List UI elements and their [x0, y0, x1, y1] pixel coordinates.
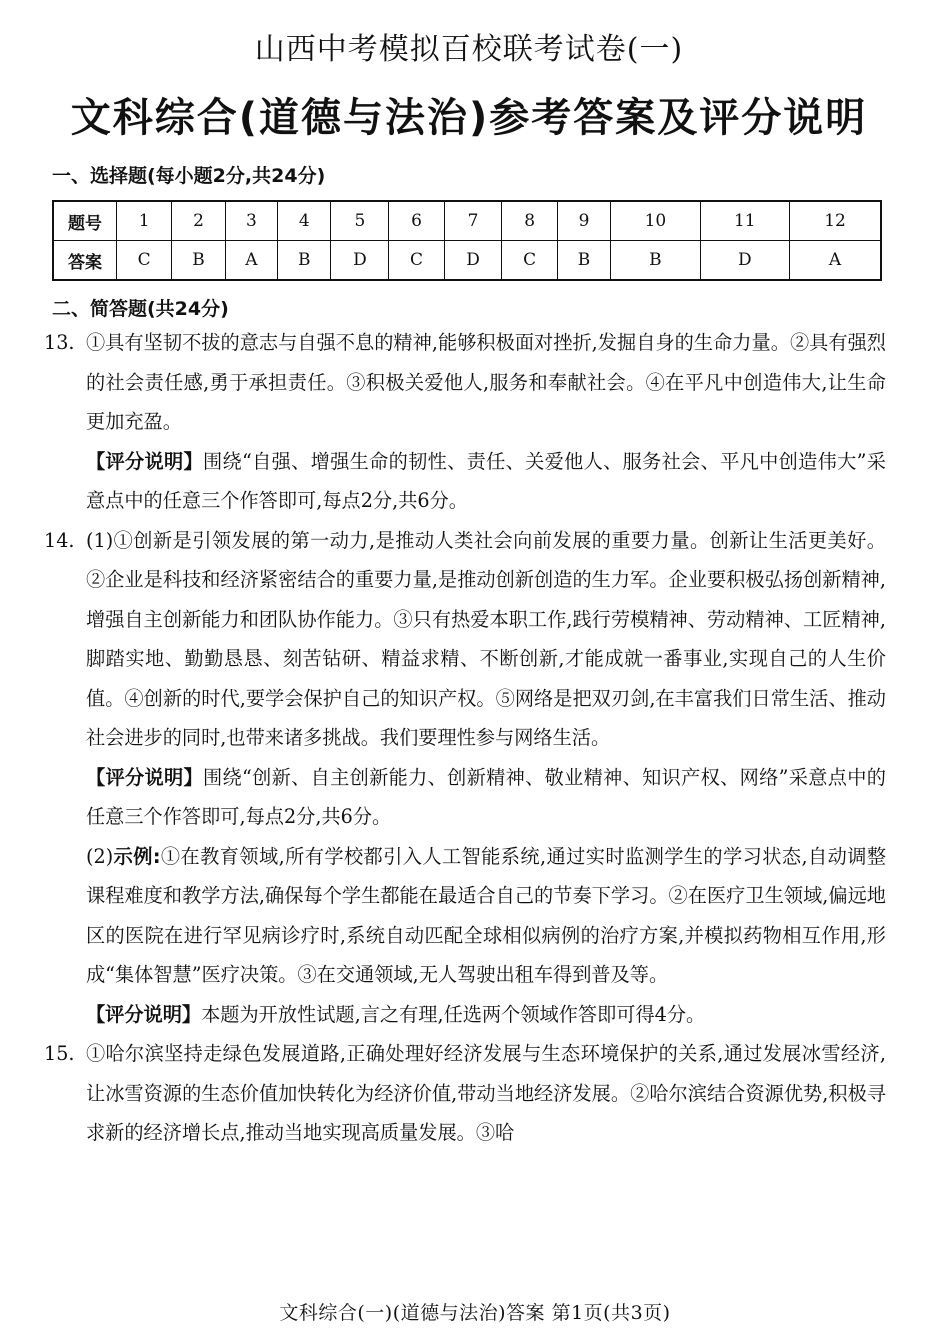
question-15 — [44, 1034, 886, 1153]
scoring-note-text: 围绕“创新、自主创新能力、创新精神、敬业精神、知识产权、网络”采意点中的任意三个作答即可,每点2分,共6分。 — [86, 765, 886, 828]
q15-answer: ①哈尔滨坚持走绿色发展道路,正确处理好经济发展与生态环境保护的关系,通过发展冰雪经济,让冰雪资源的生态价值加快转化为经济价值,带动当地经济发展。②哈尔滨结合资源优势,积极寻求新的经济增长点,推动当地实现高质量发展。③哈 — [86, 1042, 886, 1144]
section1-title: 一、选择题(每小题2分,共24分) — [52, 165, 326, 187]
q13-scoring-note — [86, 442, 886, 521]
section2-title: 二、简答题(共24分) — [52, 298, 229, 320]
scoring-note-tag: 【评分说明】 — [86, 1002, 202, 1026]
example-tag: 示例: — [113, 844, 161, 868]
q14-scoring-note-2 — [86, 995, 886, 1035]
page-footer: 文科综合(一)(道德与法治)答案 第1页(共3页) — [279, 1302, 671, 1324]
table-cell-answer: B — [611, 241, 700, 281]
table-cell-number: 4 — [278, 201, 331, 241]
q14-part1-answer: (1)①创新是引领发展的第一动力,是推动人类社会向前发展的重要力量。创新让生活更美好。②企业是科技和经济紧密结合的重要力量,是推动创新创造的生力军。企业要积极弘扬创新精神,增强自主创新能力和团队协作能力。③只有热爱本职工作,践行劳模精神、劳动精神、工匠精神,脚踏实地、勤勤恳恳、刻苦钻研、精益求精、不断创新,才能成就一番事业,实现自己的人生价值。④创新的时代,要学会保护自己的知识产权。⑤网络是把双刃剑,在丰富我们日常生活、推动社会进步的同时,也带来诸多挑战。我们要理性参与网络生活。 — [86, 528, 886, 749]
q14-scoring-note-1 — [86, 758, 886, 837]
question-number: 14. — [44, 528, 75, 552]
table-row-answers — [53, 241, 881, 281]
question-14 — [44, 521, 886, 1035]
table-cell-number: 6 — [389, 201, 444, 241]
table-cell-number: 10 — [611, 201, 700, 241]
table-cell-answer: C — [117, 241, 172, 281]
table-cell-number: 5 — [331, 201, 389, 241]
table-cell-answer: B — [278, 241, 331, 281]
part2-prefix: (2) — [86, 844, 114, 868]
table-cell-answer: B — [557, 241, 610, 281]
table-cell-number: 9 — [557, 201, 610, 241]
exam-super-title: 山西中考模拟百校联考试卷(一) — [254, 32, 684, 67]
table-cell-answer: B — [172, 241, 225, 281]
scoring-note-tag: 【评分说明】 — [86, 765, 204, 789]
question-number: 15. — [44, 1042, 75, 1065]
row-label-answers: 答案 — [53, 241, 117, 281]
part2-text: ①在教育领域,所有学校都引入人工智能系统,通过实时监测学生的学习状态,自动调整课程难度和教学方法,确保每个学生都能在最适合自己的节奏下学习。②在医疗卫生领域,偏远地区的医院在进行罕见病诊疗时,系统自动匹配全球相似病例的治疗方案,并模拟药物相互作用,形成“集体智慧”医疗决策。③在交通领域,无人驾驶出租车得到普及等。 — [86, 844, 886, 986]
table-cell-number: 7 — [444, 201, 502, 241]
table-cell-number: 12 — [790, 201, 881, 241]
table-cell-answer: D — [331, 241, 389, 281]
table-cell-answer: A — [225, 241, 277, 281]
scoring-note-text: 围绕“自强、增强生命的韧性、责任、关爱他人、服务社会、平凡中创造伟大”采意点中的任意三个作答即可,每点2分,共6分。 — [86, 449, 886, 512]
q13-answer: ①具有坚韧不拔的意志与自强不息的精神,能够积极面对挫折,发掘自身的生命力量。②具有强烈的社会责任感,勇于承担责任。③积极关爱他人,服务和奉献社会。④在平凡中创造伟大,让生命更加充盈。 — [86, 331, 886, 433]
question-number: 13. — [44, 331, 75, 354]
scoring-note-text: 本题为开放性试题,言之有理,任选两个领域作答即可得4分。 — [201, 1002, 706, 1026]
table-cell-answer: A — [790, 241, 881, 281]
page-title: 文科综合(道德与法治)参考答案及评分说明 — [70, 95, 868, 141]
answer-table — [52, 200, 882, 281]
scoring-note-tag: 【评分说明】 — [86, 449, 204, 473]
table-cell-answer: C — [502, 241, 557, 281]
table-row-numbers — [53, 201, 881, 241]
table-cell-number: 2 — [172, 201, 225, 241]
q14-part2-answer — [86, 837, 886, 995]
table-cell-number: 1 — [117, 201, 172, 241]
table-cell-number: 11 — [700, 201, 789, 241]
table-cell-number: 8 — [502, 201, 557, 241]
table-cell-answer: D — [700, 241, 789, 281]
table-cell-answer: C — [389, 241, 444, 281]
table-cell-number: 3 — [225, 201, 277, 241]
question-13 — [44, 323, 886, 521]
row-label-numbers: 题号 — [53, 201, 117, 241]
table-cell-answer: D — [444, 241, 502, 281]
